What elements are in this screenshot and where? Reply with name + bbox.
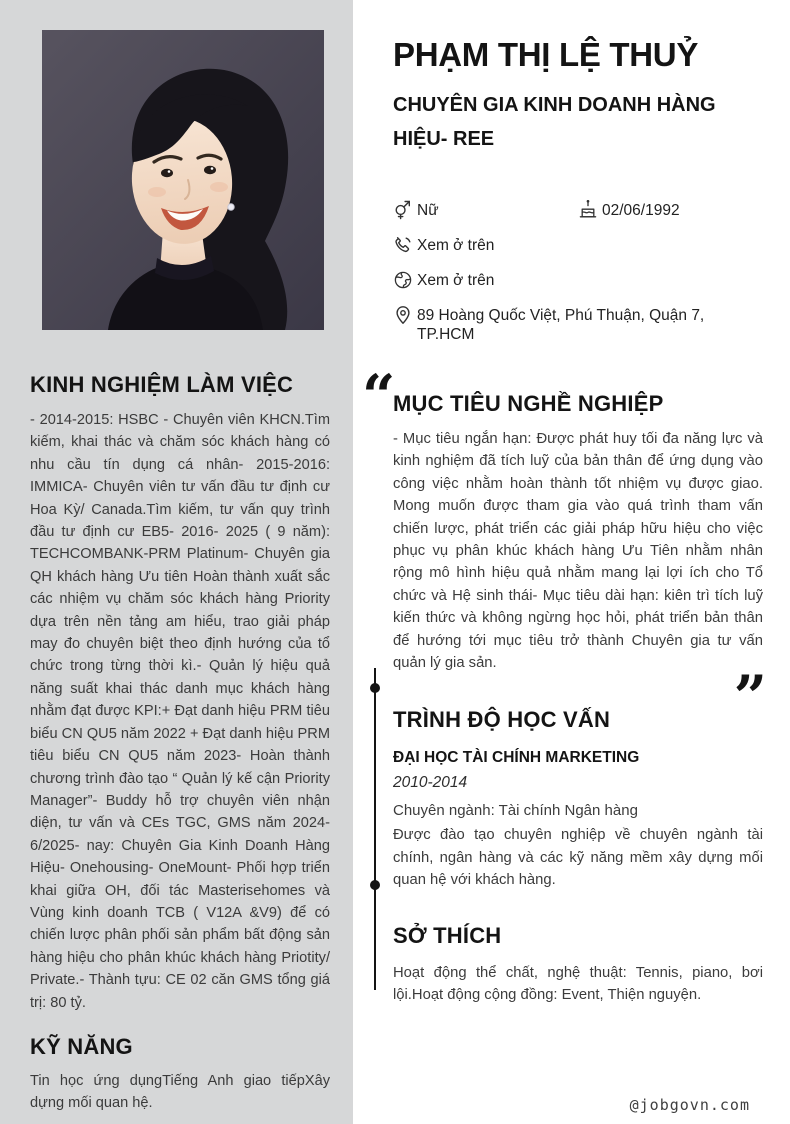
- gender-icon: [393, 200, 417, 220]
- timeline-bullet-education: [370, 683, 380, 693]
- phone-value: Xem ở trên: [417, 237, 495, 254]
- education-school: ĐẠI HỌC TÀI CHÍNH MARKETING: [393, 749, 640, 767]
- contact-row-phone: [393, 235, 763, 255]
- timeline-bullet-hobbies: [370, 880, 380, 890]
- gender-value: Nữ: [417, 202, 439, 219]
- experience-section: [30, 370, 330, 1014]
- hobbies-body: Hoạt động thể chất, nghệ thuật: Tennis, piano, bơi lội.Hoạt động cộng đồng: Event, Thiện nguyện.: [393, 964, 763, 1004]
- timeline-line: [374, 668, 376, 990]
- gender-item: [393, 200, 578, 220]
- education-description: Được đào tạo chuyên nghiệp về chuyên ngành tài chính, ngân hàng và các kỹ năng mềm xây dựng mối quan hệ với khách hàng.: [393, 827, 763, 889]
- birthday-value: 02/06/1992: [602, 202, 680, 219]
- education-major: Chuyên ngành: Tài chính Ngân hàng: [393, 802, 638, 820]
- objective-title: MỤC TIÊU NGHỀ NGHIỆP: [393, 391, 664, 416]
- phone-icon: [393, 235, 417, 255]
- sidebar: [0, 0, 353, 1124]
- close-quote-icon: ”: [733, 663, 767, 732]
- address-value: 89 Hoàng Quốc Việt, Phú Thuận, Quận 7, TP.HCM: [417, 307, 705, 343]
- open-quote-icon: “: [362, 362, 396, 430]
- candidate-name: PHẠM THỊ LỆ THUỶ: [393, 36, 699, 73]
- contact-row-address: [393, 305, 763, 344]
- experience-title: KINH NGHIỆM LÀM VIỆC: [30, 372, 294, 397]
- contact-row-website: [393, 270, 763, 290]
- portrait-illustration: [42, 30, 324, 330]
- sidebar-content: [30, 348, 330, 1115]
- education-title: TRÌNH ĐỘ HỌC VẤN: [393, 707, 611, 733]
- experience-body: - 2014-2015: HSBC - Chuyên viên KHCN.Tìm kiếm, khai thác và chăm sóc khách hàng có nhu cầu tín dụng cá nhân- 2015-2016: IMMICA- Chuyên viên tư vấn đầu tư định cư Hoa Kỳ/ Canada.Tìm kiếm, tư vấn quy trình đầu tư định cư EB5- 2016- 2025 ( 9 năm): TECHCOMBANK-PRM Platinum- Chuyên gia QH khách hàng Ưu tiên Hoàn thành xuất sắc các nhiệm vụ chăm sóc khách hàng Priority dựa trên nền tảng am hiểu, trao giải pháp may đo chuyên biệt theo định hướng của tổ chức trong từng thời kì.- Quản lý hiệu quả năng suất khai thác danh mục khách hàng nhằm đạt được KPI:+ Đạt danh hiệu PRM tiêu biểu CN QU5 năm 2022 + Đạt danh hiệu PRM tiêu biểu CN QU5 năm 2023- Hoàn thành chương trình đào tạo “ Quản lý kế cận Priority Manager”- Buddy hỗ trợ chuyên viên nhận diện, tư vấn và CEs TGC, GMS năm 2024- 6/2025- nay: Chuyên Gia Kinh Doanh Hàng Hiệu- Onehousing- OneMount- Phối hợp triển khai giữa OH, đối tác Masterisehomes và Vùng kinh doanh TCB ( V12A &V9) để có chiến lược phân phối sản phẩm bất động sản hàng hiệu cho phân khúc khách hàng Priotity/ Private.- Thành tựu: CE 02 căn GMS tổng giá trị: 80 tỷ.: [30, 412, 330, 1011]
- contact-row-gender-birthday: [393, 200, 763, 220]
- skills-section: [30, 1032, 330, 1115]
- education-section: [393, 706, 763, 891]
- objective-body: - Mục tiêu ngắn hạn: Được phát huy tối đa năng lực và kinh nghiệm đã tích luỹ của bản thân để ứng dụng vào công việc nhằm hoàn thành tốt nhiệm vụ được giao. Mong muốn được tham gia vào quá trình tham vấn chiến lược, phát triển các giải pháp hữu hiệu cho việc phục vụ phân khúc khách hàng Ưu Tiên nhằm nhân rộng mô hình hiệu quả nhằm mang lại lợi ích cho Tổ chức và Hệ sinh thái- Mục tiêu dài hạn: kiên trì tích luỹ kiến thức và không ngừng học hỏi, phát triển bản thân để hướng tới mục tiêu trở thành Chuyên gia tư vấn quản lý gia sản.: [393, 431, 763, 672]
- globe-icon: [393, 270, 417, 290]
- contact-block: [393, 200, 763, 344]
- job-title: CHUYÊN GIA KINH DOANH HÀNG HIỆU- REE: [393, 94, 716, 150]
- hobbies-title: SỞ THÍCH: [393, 922, 502, 948]
- skills-body: Tin học ứng dụngTiếng Anh giao tiếpXây dựng mối quan hệ.: [30, 1072, 330, 1112]
- skills-title: KỸ NĂNG: [30, 1033, 133, 1059]
- watermark: @jobgovn.com: [629, 1096, 750, 1114]
- website-value: Xem ở trên: [417, 272, 495, 289]
- main-column: [353, 0, 790, 1124]
- profile-photo: [42, 30, 324, 330]
- education-years: 2010-2014: [393, 774, 468, 792]
- hobbies-section: [393, 922, 763, 1007]
- cake-icon: [578, 200, 602, 220]
- birthday-item: [578, 200, 680, 220]
- location-icon: [393, 305, 417, 325]
